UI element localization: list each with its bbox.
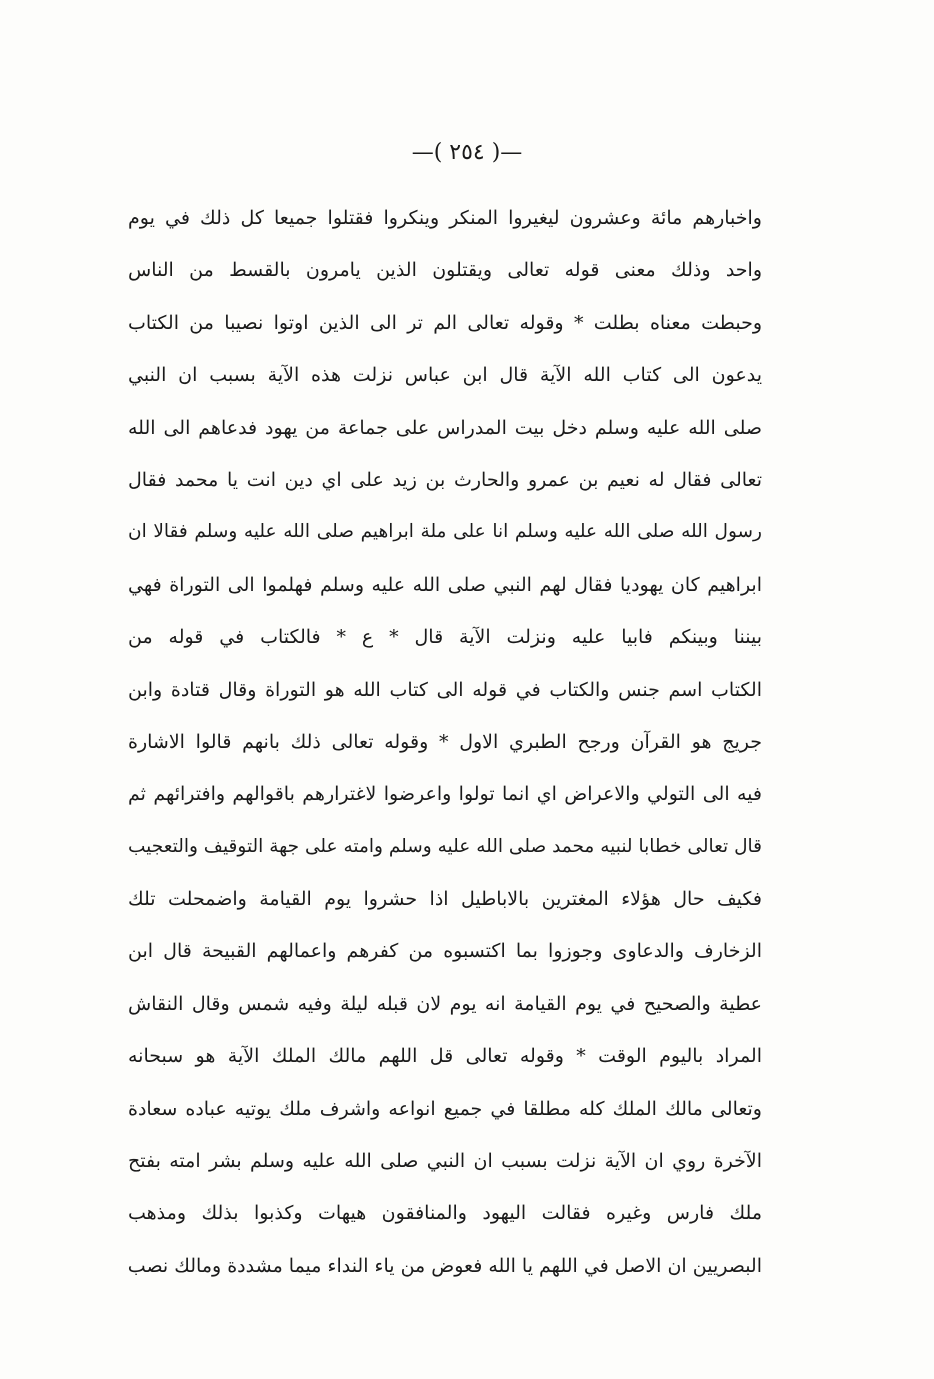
text-line: تعالى فقال له نعيم بن عمرو والحارث بن زيد على اي دين انت يا محمد فقال [128,468,762,491]
text-line: فيه الى التولي والاعراض اي انما تولوا واعرضوا لاغترارهم باقوالهم وافترائهم ثم [128,783,762,806]
text-line: عطية والصحيح في يوم القيامة انه يوم لان قبله ليلة وفيه شمس وقال النقاش [128,992,762,1015]
text-line: المراد باليوم الوقت * وقوله تعالى قل اللهم مالك الملك الآية هو سبحانه [128,1045,762,1068]
text-line: واخبارهم مائة وعشرون ليغيروا المنكر وينكروا فقتلوا جميعا كل ذلك في يوم [128,207,762,229]
text-line: الكتاب اسم جنس والكتاب في قوله الى كتاب الله هو التوراة وقال قتادة وابن [128,678,762,701]
body-text [128,192,762,1292]
text-line: وحبطت معناه بطلت * وقوله تعالى الم تر الى الذين اوتوا نصيبا من الكتاب [128,311,762,334]
text-line: قال تعالى خطابا لنبيه محمد صلى الله عليه وسلم وامته على جهة التوقيف والتعجيب [128,835,762,857]
text-line: ابراهيم كان يهوديا فقال لهم النبي صلى الله عليه وسلم فهلموا الى التوراة فهي [128,573,762,596]
text-line: ملك فارس وغيره فقالت اليهود والمنافقون هيهات وكذبوا بذلك ومذهب [128,1202,762,1225]
text-line: صلى الله عليه وسلم دخل بيت المدراس على جماعة من يهود فدعاهم الى الله [128,416,762,439]
text-line: جريج هو القرآن ورجح الطبري الاول * وقوله تعالى ذلك بانهم قالوا الاشارة [128,730,762,753]
text-line: رسول الله صلى الله عليه وسلم انا على ملة ابراهيم صلى الله عليه وسلم فقالا ان [128,521,762,543]
text-line: واحد وذلك معنى قوله تعالى ويقتلون الذين يامرون بالقسط من الناس [128,259,762,282]
text-line: البصريين ان الاصل في اللهم يا الله فعوض من ياء النداء ميما مشددة ومالك نصب [128,1254,762,1277]
page-number: —( ٢٥٤ )— [411,140,523,165]
text-line: يدعون الى كتاب الله الآية قال ابن عباس نزلت هذه الآية بسبب ان النبي [128,364,762,387]
text-line: بيننا وبينكم فابيا عليه ونزلت الآية قال * ع * فالكتاب في قوله من [128,626,762,649]
text-line: وتعالى مالك الملك كله مطلقا في جميع انواعه واشرف ملك يوتيه عباده سعادة [128,1097,762,1120]
text-line: فكيف حال هؤلاء المغترين بالاباطيل اذا حشروا يوم القيامة واضمحلت تلك [128,888,762,911]
text-line: الزخارف والدعاوى وجوزوا بما اكتسبوه من كفرهم واعمالهم القبيحة قال ابن [128,940,762,963]
text-line: الآخرة روي ان الآية نزلت بسبب ان النبي صلى الله عليه وسلم بشر امته بفتح [128,1150,762,1173]
